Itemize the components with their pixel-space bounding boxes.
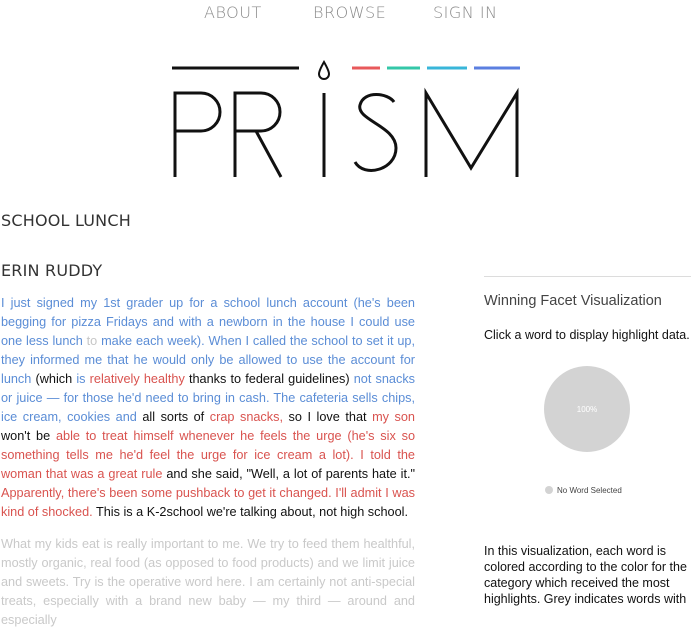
- nav-sign-in-link[interactable]: SIGN IN: [433, 3, 498, 22]
- highlighted-word-span[interactable]: not snacks or juice — for those he'd need to bring in cash. The cafeteria sells chips, ice cream, cookies and: [1, 372, 416, 424]
- legend-swatch: [545, 486, 553, 494]
- story-author: ERIN RUDDY: [1, 261, 103, 280]
- pie-slice-label: 100%: [576, 405, 598, 414]
- nav-browse-link[interactable]: BROWSE: [313, 3, 387, 22]
- highlighted-word-span[interactable]: (which: [31, 372, 77, 386]
- story-title: SCHOOL LUNCH: [1, 211, 131, 230]
- highlighted-word-span[interactable]: I just signed my 1st grader up for a school lunch account (he's been begging for pizza Fridays and with a newborn in the house I could use one less lunch: [1, 296, 415, 348]
- highlighted-word-span[interactable]: crap snacks,: [209, 410, 283, 424]
- highlighted-word-span[interactable]: able to treat himself whenever he feels the urge (he's six so something tells me he'd feel the urge for ice cream a lot). I told the woman that was a great rule: [1, 429, 415, 481]
- legend-label: No Word Selected: [557, 486, 622, 495]
- story-body: [1, 294, 415, 643]
- highlighted-word-span[interactable]: and she said, "Well, a lot of parents hate it.": [162, 467, 415, 481]
- highlighted-word-span[interactable]: Apparently, there's been some pushback to get it changed. I'll admit I was kind of shocked.: [1, 486, 415, 519]
- prism-logo[interactable]: [168, 60, 524, 182]
- top-nav: [0, 3, 691, 25]
- highlighted-word-span[interactable]: relatively healthy: [85, 372, 185, 386]
- sidebar-instruction: Click a word to display highlight data.: [484, 328, 690, 342]
- highlighted-word-span[interactable]: This is a K-2school we're talking about, not high school.: [92, 505, 409, 519]
- sidebar-title: Winning Facet Visualization: [484, 293, 662, 309]
- highlighted-word-span[interactable]: won't be: [1, 429, 56, 443]
- highlighted-word-span[interactable]: make each week). When I called the school to set it up, they informed me that he would only be allowed to use the account for lunch: [1, 334, 415, 386]
- sidebar-divider: [484, 276, 691, 277]
- pie-legend: [545, 486, 622, 495]
- story-paragraph: [1, 294, 415, 522]
- prism-logo-graphic: [168, 60, 524, 182]
- highlighted-word-span[interactable]: all sorts of: [136, 410, 210, 424]
- highlighted-word-span[interactable]: thanks to federal guidelines): [184, 372, 354, 386]
- sidebar-description: In this visualization, each word is colored according to the color for the category which received the most highlights. Grey indicates words with: [484, 544, 687, 606]
- highlighted-word-span[interactable]: is: [76, 372, 86, 386]
- highlighted-word-span[interactable]: my son: [372, 410, 415, 424]
- highlighted-word-span[interactable]: to: [86, 334, 98, 348]
- story-paragraph: What my kids eat is really important to me. We try to feed them healthful, mostly organic, real food (as opposed to food products) and we limit juice and sweets. Try is the operative word here. I am certainly not anti-special treats, especially with a brand new baby — my third — around and especially: [1, 537, 415, 627]
- nav-about-link[interactable]: ABOUT: [204, 3, 262, 22]
- highlighted-word-span[interactable]: so I love that: [283, 410, 373, 424]
- facet-pie-chart: [543, 365, 631, 453]
